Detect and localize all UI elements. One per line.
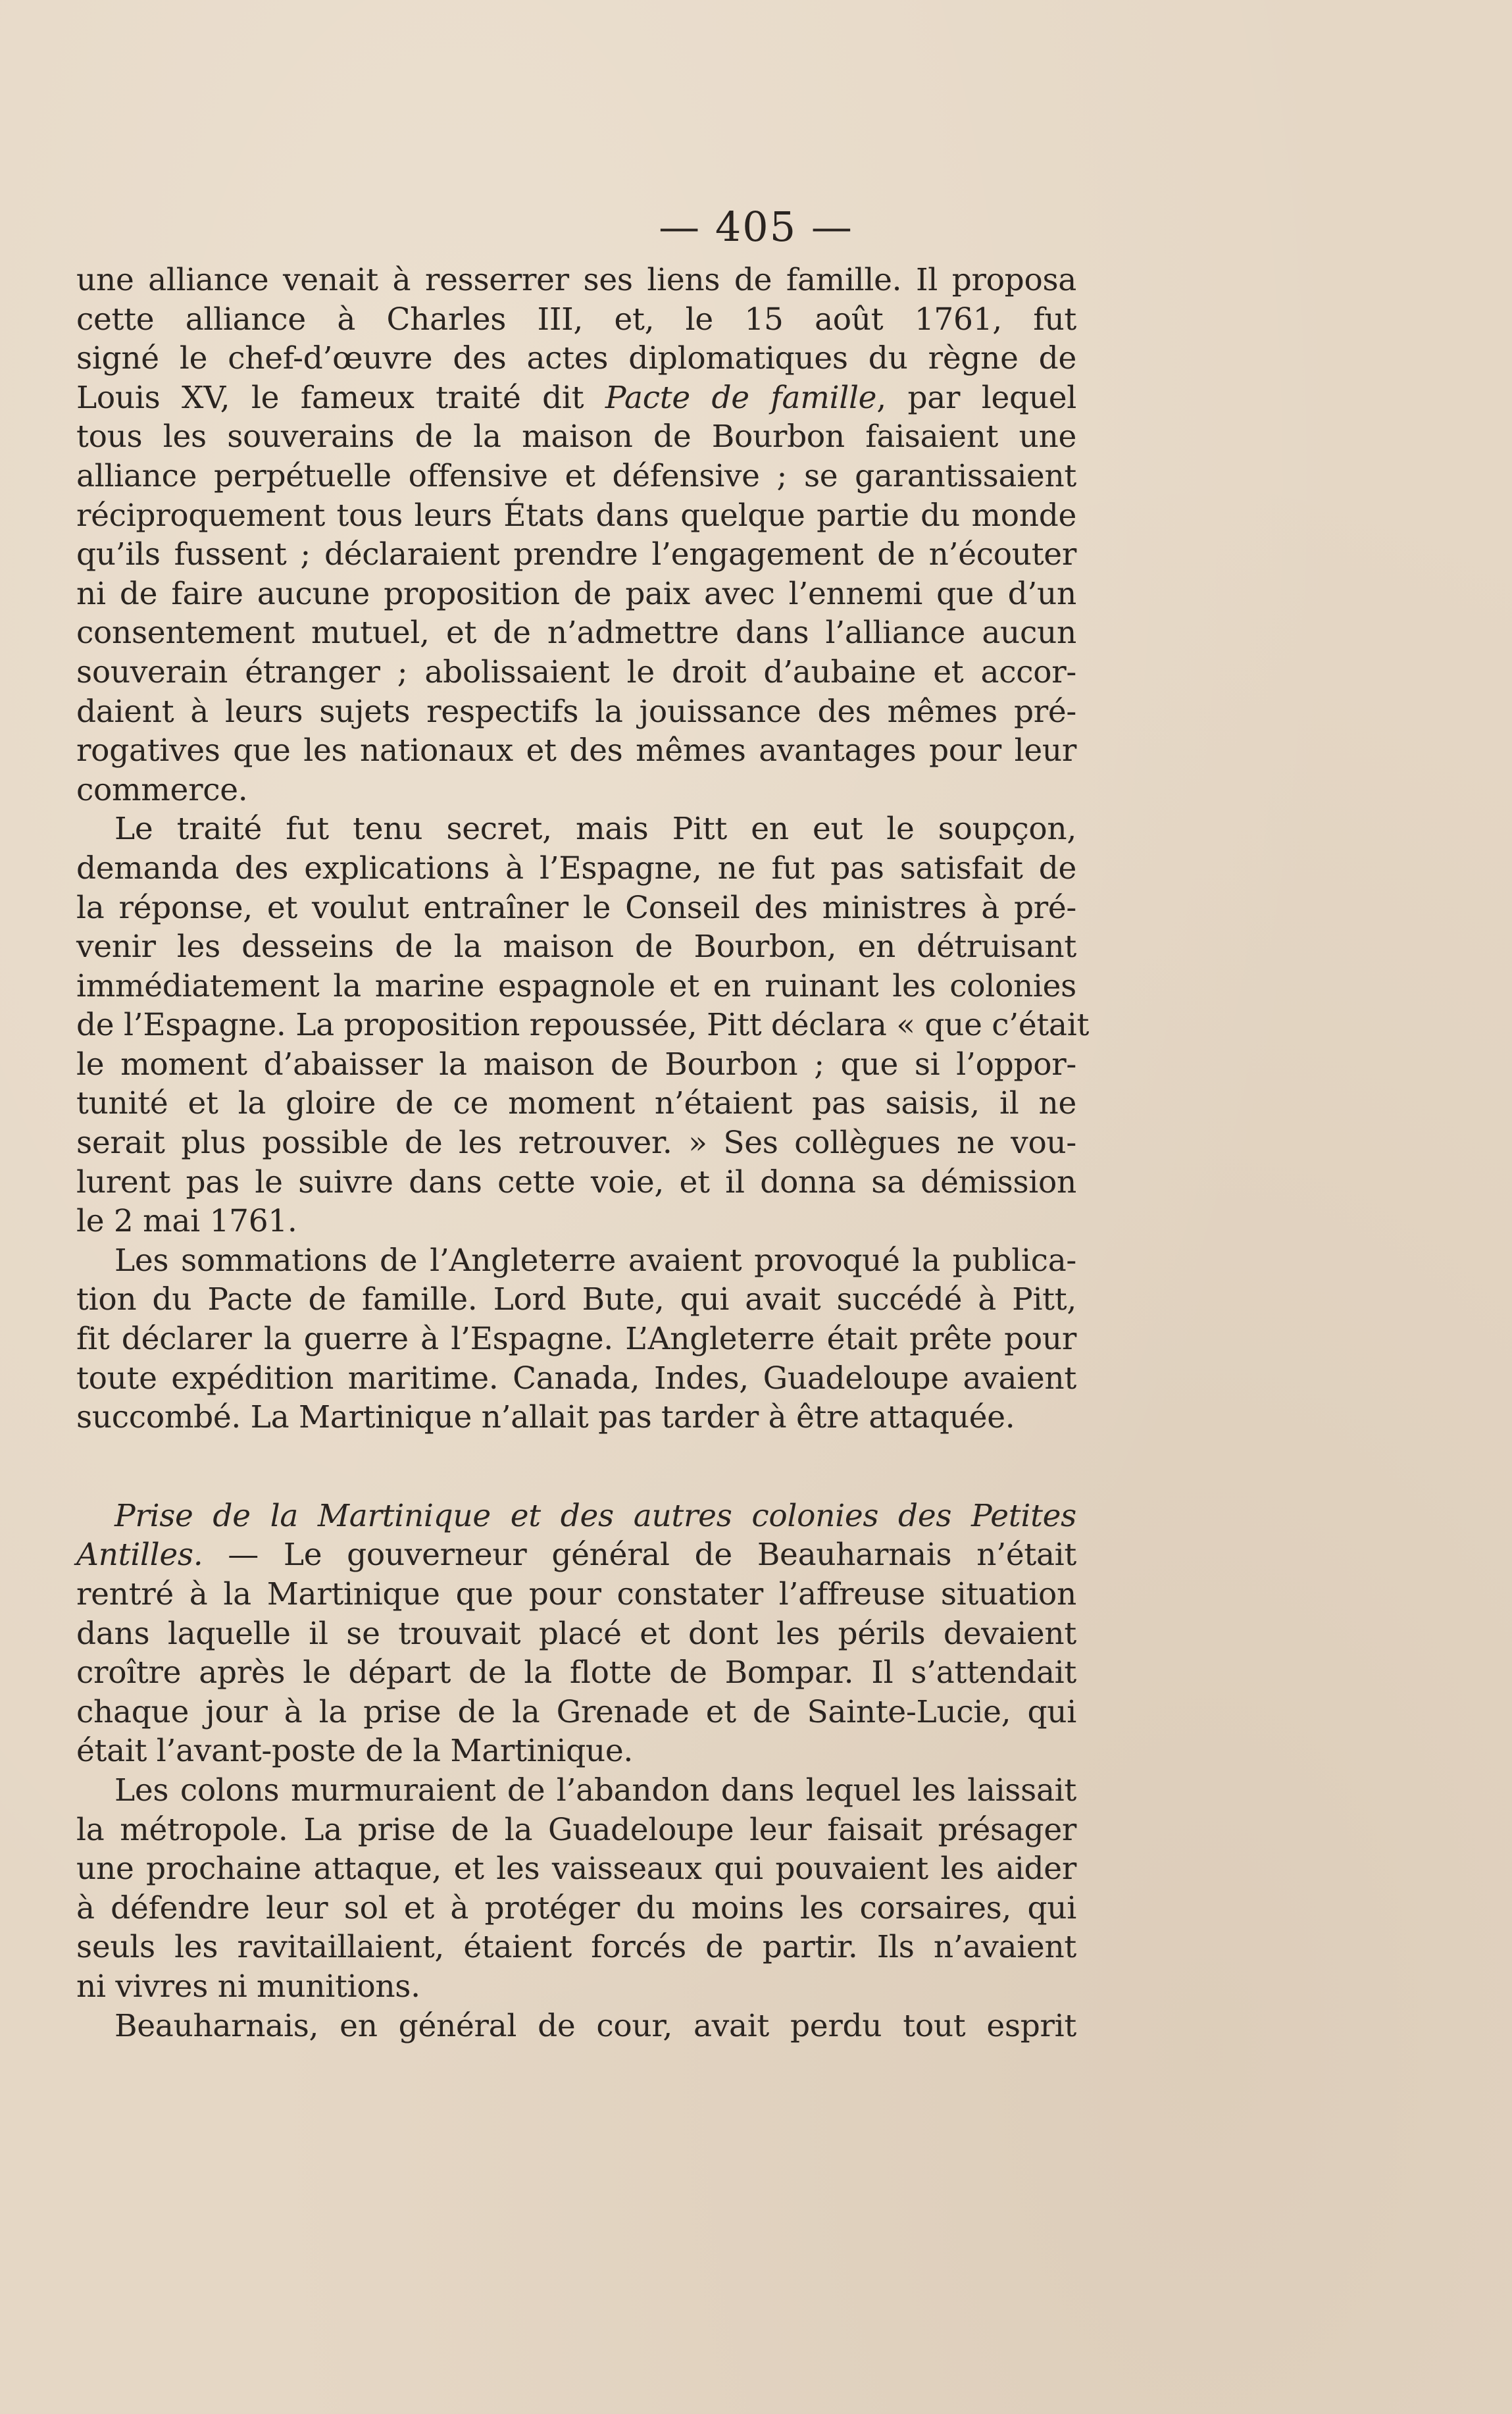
section-gap [76,1437,1076,1497]
text-line: ni vivres ni munitions. [76,1968,420,2005]
text-line: dans laquelle il se trouvait placé et dont les périls devaient [76,1615,1076,1652]
text-line: Les colons murmuraient de l’abandon dans lequel les laissait [114,1772,1076,1809]
body-text [76,261,1090,2045]
italic-run: Pacte de famille [605,379,877,416]
text-line: croître après le départ de la flotte de Bompar. Il s’attendait [76,1655,1076,1691]
text-line: seuls les ravitaillaient, étaient forcés de partir. Ils n’avaient [76,1929,1076,1966]
text-line: était l’avant-poste de la Martinique. [76,1733,634,1770]
text-line: qu’ils fussent ; déclaraient prendre l’engagement de n’écouter [76,536,1076,573]
italic-run: Antilles. [76,1537,203,1574]
text-line [76,1535,1076,1575]
text-line: consentement mutuel, et de n’admettre dans l’alliance aucun [76,615,1076,652]
page-number: — 405 — [659,203,853,251]
text-line: tunité et la gloire de ce moment n’étaient pas saisis, il ne [76,1085,1076,1122]
text-line: cette alliance à Charles III, et, le 15 août 1761, fut [76,301,1076,338]
text-line: rentré à la Martinique que pour constater l’affreuse situation [76,1576,1076,1612]
text-line: à défendre leur sol et à protéger du moins les corsaires, qui [76,1889,1076,1926]
text-line: serait plus possible de les retrouver. » Ses collègues ne vou- [76,1125,1076,1162]
text-line: rogatives que les nationaux et des mêmes avantages pour leur [76,732,1076,769]
text-line: une alliance venait à resserrer ses liens de famille. Il proposa [76,262,1076,298]
text-line: la métropole. La prise de la Guadeloupe leur faisait présager [76,1811,1076,1848]
text-line: tous les souverains de la maison de Bourbon faisaient une [76,419,1076,455]
text-line: alliance perpétuelle offensive et défensive ; se garantissaient [76,457,1076,494]
text-line: immédiatement la marine espagnole et en ruinant les colonies [76,967,1076,1004]
text-line: daient à leurs sujets respectifs la jouissance des mêmes pré- [76,693,1076,730]
italic-run: Prise de la Martinique et des autres colonies des Petites [114,1497,1076,1534]
text-run: Louis XV, le fameux traité dit [76,379,605,416]
text-line: une prochaine attaque, et les vaisseaux qui pouvaient les aider [76,1851,1076,1888]
text-line: lurent pas le suivre dans cette voie, et il donna sa démission [76,1164,1076,1200]
text-line: demanda des explications à l’Espagne, ne fut pas satisfait de [76,850,1076,886]
text-line: signé le chef-d’œuvre des actes diplomatiques du règne de [76,340,1076,377]
text-line: Les sommations de l’Angleterre avaient provoqué la publica- [114,1242,1076,1279]
text-line: venir les desseins de la maison de Bourbon, en détruisant [76,929,1076,965]
text-line: toute expédition maritime. Canada, Indes, Guadeloupe avaient [76,1360,1076,1397]
text-line: succombé. La Martinique n’allait pas tarder à être attaquée. [76,1399,1015,1436]
text-line: chaque jour à la prise de la Grenade et de Sainte-Lucie, qui [76,1693,1076,1730]
text-line: le 2 mai 1761. [76,1203,297,1240]
text-line: réciproquement tous leurs États dans quelque partie du monde [76,497,1076,534]
text-line: commerce. [76,771,248,808]
text-run: — Le gouverneur général de Beauharnais n’était [203,1537,1076,1574]
text-line [76,1497,1076,1536]
text-line: fit déclarer la guerre à l’Espagne. L’Angleterre était prête pour [76,1321,1076,1358]
text-line: Beauharnais, en général de cour, avait perdu tout esprit [114,2007,1076,2044]
text-line: de l’Espagne. La proposition repoussée, Pitt déclara « que c’était [76,1007,1090,1044]
text-line: le moment d’abaisser la maison de Bourbon ; que si l’oppor- [76,1046,1076,1083]
text-line: souverain étranger ; abolissaient le droit d’aubaine et accor- [76,654,1076,690]
text-line [76,378,1076,418]
text-line: ni de faire aucune proposition de paix avec l’ennemi que d’un [76,575,1076,612]
text-line: tion du Pacte de famille. Lord Bute, qui avait succédé à Pitt, [76,1281,1076,1318]
text-run: , par lequel [876,379,1077,416]
text-line: Le traité fut tenu secret, mais Pitt en eut le soupçon, [114,811,1076,848]
text-line: la réponse, et voulut entraîner le Conseil des ministres à pré- [76,889,1076,926]
